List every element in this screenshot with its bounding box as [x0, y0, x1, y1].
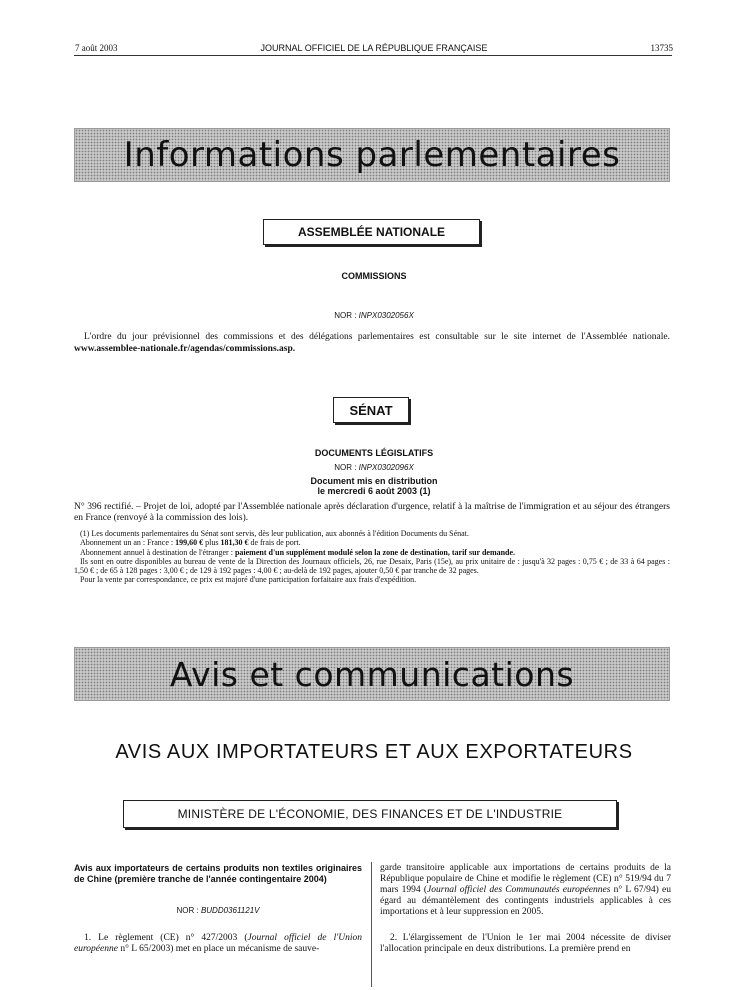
avis-importateurs-heading: AVIS AUX IMPORTATEURS ET AUX EXPORTATEURS: [115, 741, 633, 763]
section-banner-parlementaires: [74, 128, 670, 182]
paragraph-text: 1. Le règlement (CE) n° 427/2003 (: [84, 933, 248, 943]
nor-senat: [0, 463, 748, 472]
nor-label: NOR :: [334, 311, 359, 320]
assemblee-nationale-label: ASSEMBLÉE NATIONALE: [263, 219, 480, 245]
footnote-2-shipping: 181,30 €: [220, 538, 249, 548]
nor-label: NOR :: [176, 906, 201, 915]
paragraph-text: n° L 67/94) eu égard au démantèlement des contingents industriels applicables à ces importations et à leur suppression en 2005.: [380, 885, 671, 917]
assemblee-website-link[interactable]: www.assemblee-nationale.fr/agendas/commissions.asp.: [74, 343, 296, 354]
banner-title: Avis et communications: [169, 654, 575, 694]
header-date: 7 août 2003: [75, 43, 118, 53]
article-title: Avis aux importateurs de certains produits non textiles originaires de Chine (première tranche de l'année contingentaire 2004): [74, 863, 362, 884]
ministere-label: MINISTÈRE DE L'ÉCONOMIE, DES FINANCES ET DE L'INDUSTRIE: [123, 800, 617, 828]
distribution-line-1: Document mis en distribution: [310, 476, 438, 486]
senat-document-item: [74, 502, 670, 524]
senat-label: SÉNAT: [333, 397, 409, 423]
nor-code: BUDD0361121V: [200, 906, 260, 915]
footnote-1: (1) Les documents parlementaires du Sénat sont servis, dès leur publication, aux abonnés à l'édition Documents du Sénat.: [80, 529, 469, 538]
paragraph-text: garde transitoire applicable aux importations de certains produits de la République populaire de Chine et modifie le règlement (CE) n° 519/94 du 7 mars 1994 (: [380, 863, 671, 895]
header-journal-title: JOURNAL OFFICIEL DE LA RÉPUBLIQUE FRANÇAISE: [260, 43, 488, 53]
nor-assemblee: [0, 311, 748, 320]
section-banner-avis: [74, 647, 670, 701]
documents-legislatifs-heading: DOCUMENTS LÉGISLATIFS: [314, 448, 434, 458]
paragraph-text: n° L 65/2003) met en place un mécanisme de sauve-: [117, 944, 320, 954]
senat-footnotes: [74, 529, 670, 585]
article-right-paragraph-2: 2. L'élargissement de l'Union le 1er mai 2004 nécessite de diviser l'allocation principale en deux distributions. La première prend en: [380, 933, 671, 954]
nor-label: NOR :: [334, 463, 359, 472]
footnote-2-price: 199,60 €: [175, 538, 204, 548]
document-number: N° 396 rectifié. –: [74, 502, 144, 512]
commissions-heading: COMMISSIONS: [341, 271, 407, 281]
document-description: Projet de loi, adopté par l'Assemblée nationale après déclaration d'urgence, relatif à la maîtrise de l'immigration et au séjour des étrangers en France (renvoyé à la commission des lois).: [74, 502, 670, 523]
footnote-2: [74, 538, 670, 547]
footnote-2-text: Abonnement un an : France :: [80, 538, 176, 548]
column-divider: [371, 862, 372, 987]
footnote-5: Pour la vente par correspondance, ce prix est majoré d'une participation forfaitaire aux frais d'expédition.: [80, 575, 417, 585]
article-right-paragraph-1: [380, 863, 671, 918]
journal-reference: Journal officiel des Communautés européennes: [427, 885, 611, 895]
banner-title: Informations parlementaires: [123, 135, 621, 175]
footnote-3: [74, 548, 670, 557]
assemblee-paragraph: [74, 332, 670, 355]
article-left-paragraph: [74, 933, 362, 955]
footnote-3-text: Abonnement annuel à destination de l'étranger :: [80, 547, 235, 557]
footnote-3-emphasis: paiement d'un supplément modulé selon la zone de destination, tarif sur demande.: [234, 547, 516, 557]
footnote-4: Ils sont en outre disponibles au bureau de vente de la Direction des Journaux officiels, 26, rue Desaix, Paris (15e), au prix unitaire de : jusqu'à 32 pages : 0,75 € ; de 33 à 64 pages : 1,50 € ; de 65 à 128 pages : 3,00 € ; de 129 à 192 pages : 4,00 € ; au-delà de 192 pages, ajouter 0,50 € par tranche de 32 pages.: [74, 556, 670, 576]
nor-article: [74, 906, 362, 915]
footnote-2-text: plus: [203, 538, 221, 548]
footnote-2-text: de frais de port.: [248, 538, 301, 548]
header-rule: [74, 55, 672, 56]
assemblee-text: L'ordre du jour prévisionnel des commissions et des délégations parlementaires est consultable sur le site internet de l'Assemblée nationale.: [84, 332, 670, 342]
distribution-line-2: le mercredi 6 août 2003 (1): [317, 486, 431, 496]
nor-code: INPX0302096X: [358, 463, 414, 472]
journal-reference: Journal officiel de l'Union européenne: [74, 933, 362, 954]
distribution-notice: [0, 476, 748, 496]
header-page-number: 13735: [650, 43, 673, 53]
nor-code: INPX0302056X: [358, 311, 414, 320]
